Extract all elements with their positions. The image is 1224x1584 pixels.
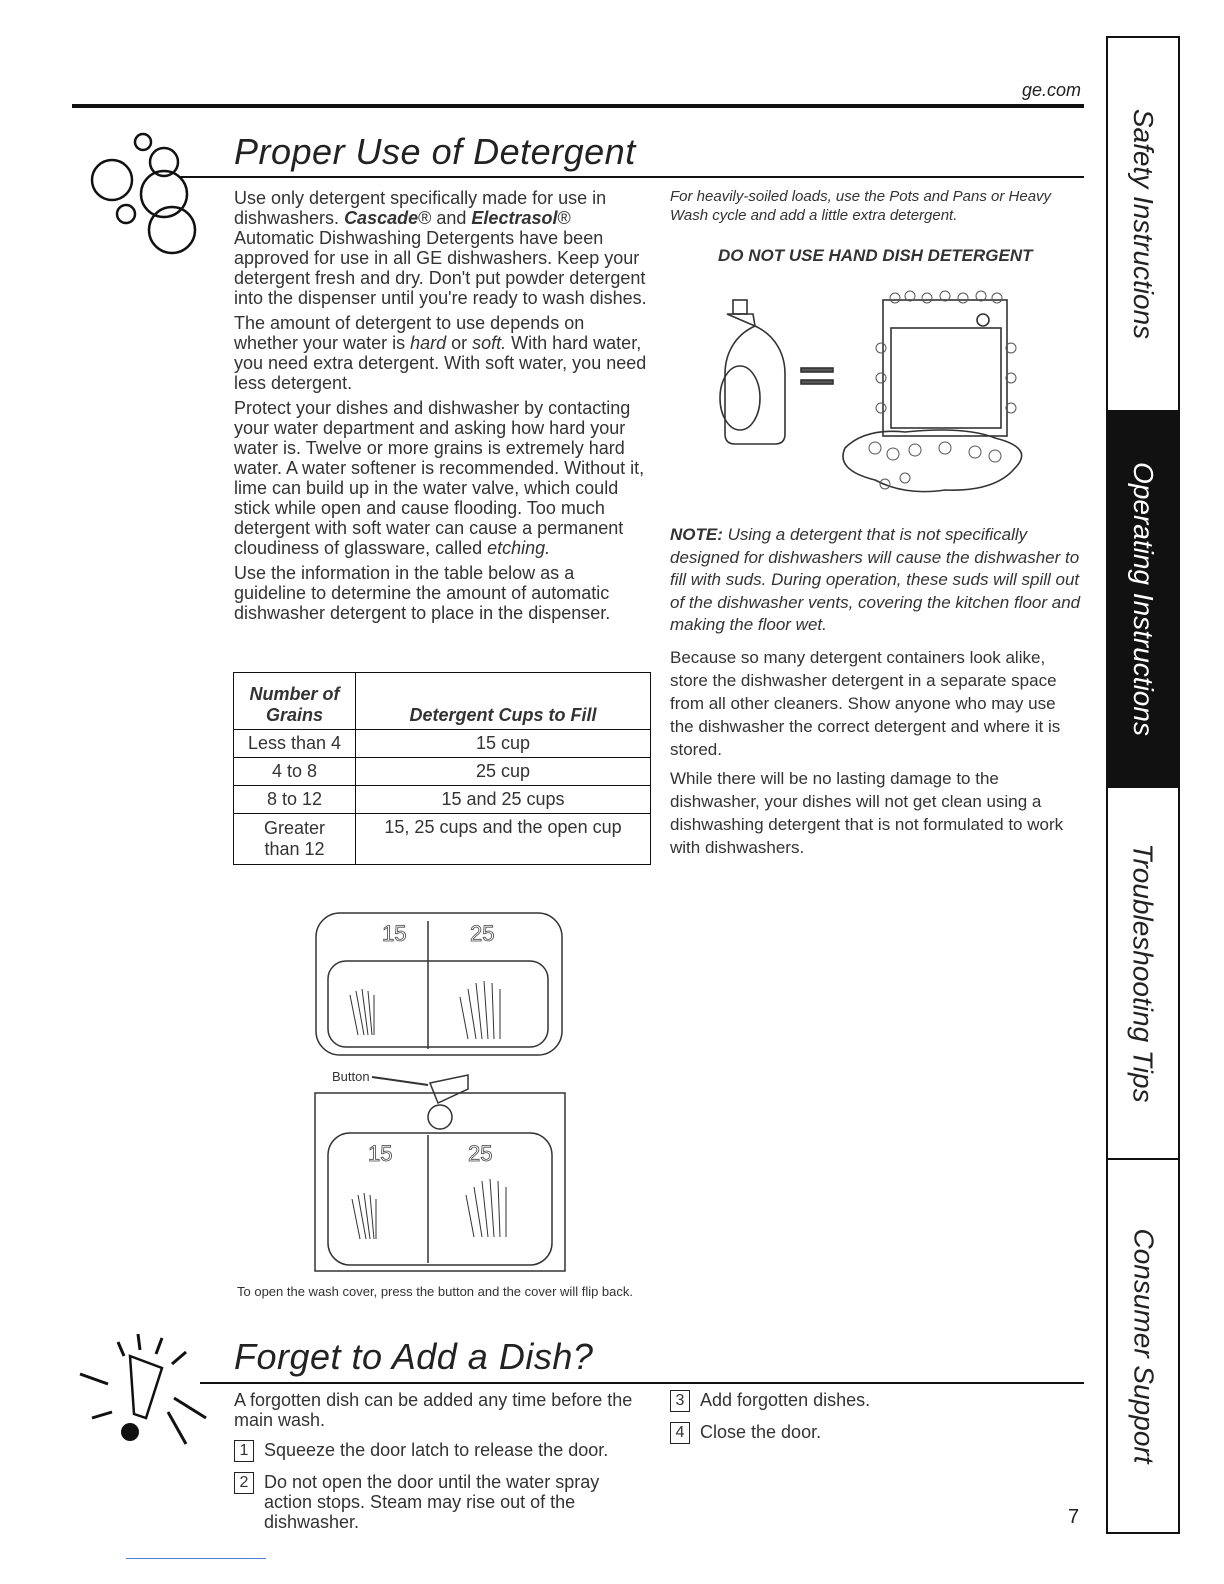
storage-advice: Because so many detergent containers look alike, store the dishwasher detergent in a separate space from all other cleaners. Show anyone who may use the dishwasher the correct detergent and where it is stored. (670, 648, 1061, 759)
step-number: 1 (234, 1440, 254, 1462)
dispenser-cup2-label: 25 (468, 1141, 493, 1166)
warning-exclamation-icon (78, 1332, 214, 1452)
tab-consumer-support[interactable] (1108, 1158, 1178, 1532)
section-tabs (1106, 36, 1180, 1534)
dispenser-cup1-label: 15 (382, 921, 407, 946)
step-3 (670, 1390, 1070, 1412)
tab-label: Operating Instructions (1128, 462, 1160, 736)
table-cell: 15 cup (356, 730, 651, 758)
table-cell: Less than 4 (234, 730, 356, 758)
heavy-load-tip: For heavily-soiled loads, use the Pots and Pans or Heavy Wash cycle and add a little extra detergent. (670, 188, 1052, 224)
detergent-paragraph: Use only detergent specifically made for use in dishwashers. Cascade® and Electrasol® Automatic Dishwashing Detergents have been approved for use in all GE dishwashers. Keep your detergent fresh and dry. Don't put powder detergent into the dispenser until you're ready to wash dishes. (234, 188, 647, 308)
site-url: ge.com (1021, 80, 1081, 100)
table-cell: 15 and 25 cups (356, 786, 651, 814)
detergent-paragraph: Protect your dishes and dishwasher by contacting your water department and asking how hard your water is. Twelve or more grains is extremely hard water. A water softener is recommended. Without it, lime can build up in the water valve, which could stick while open and cause flooding. Too much detergent with soft water can cause a permanent cloudiness of glassware, called etching. (234, 398, 645, 558)
step-text: Add forgotten dishes. (700, 1390, 871, 1410)
step-text: Do not open the door until the water spray action stops. Steam may rise out of the dishwasher. (264, 1472, 600, 1532)
step-text: Close the door. (700, 1422, 822, 1442)
section-rule (180, 176, 1084, 178)
step-text: Squeeze the door latch to release the door. (264, 1440, 609, 1460)
step-4 (670, 1422, 1070, 1444)
table-header: Number of Grains (234, 673, 356, 730)
section-title-forgotten-dish: Forget to Add a Dish? (234, 1336, 594, 1377)
note-body: Using a detergent that is not specifically designed for dishwashers will cause the dishwasher to fill with suds. During operation, these suds will spill out of the dishwasher vents, covering the kitchen floor and making the floor wet. (670, 525, 1081, 634)
bottom-link-line (126, 1558, 266, 1559)
table-row (234, 814, 651, 865)
table-cell: 15, 25 cups and the open cup (356, 814, 651, 865)
detergent-left-text (234, 188, 649, 628)
dispenser-cup2-label: 25 (470, 921, 495, 946)
dispenser-caption: To open the wash cover, press the button and the cover will flip back. (237, 1284, 634, 1299)
tab-label: Troubleshooting Tips (1128, 843, 1159, 1103)
table-cell: Greater than 12 (234, 814, 356, 865)
dispenser-cup1-label: 15 (368, 1141, 393, 1166)
tab-safety-instructions[interactable] (1108, 38, 1178, 410)
step-1 (234, 1440, 644, 1462)
forgotten-dish-intro: A forgotten dish can be added any time before the main wash. (234, 1390, 633, 1430)
table-cell: 4 to 8 (234, 758, 356, 786)
detergent-paragraph: Use the information in the table below as a guideline to determine the amount of automatic dishwasher detergent to place in the dispenser. (234, 563, 611, 623)
tab-troubleshooting-tips[interactable] (1108, 788, 1178, 1158)
table-header-row (234, 673, 651, 730)
table-header: Detergent Cups to Fill (356, 673, 651, 730)
section-title-detergent: Proper Use of Detergent (234, 131, 636, 172)
button-label: Button (332, 1069, 370, 1084)
grains-table (233, 672, 651, 865)
step-2 (234, 1472, 644, 1532)
tab-label: Consumer Support (1128, 1228, 1160, 1464)
table-row (234, 758, 651, 786)
note-label: NOTE: (670, 525, 723, 544)
table-cell: 25 cup (356, 758, 651, 786)
hand-detergent-warning: DO NOT USE HAND DISH DETERGENT (718, 246, 1033, 265)
step-number: 2 (234, 1472, 254, 1494)
top-rule (72, 104, 1084, 108)
note-text (670, 524, 1082, 637)
section2-rule (200, 1382, 1084, 1384)
dispenser-illustration (300, 905, 580, 1275)
hand-detergent-illustration (705, 288, 1025, 510)
table-cell: 8 to 12 (234, 786, 356, 814)
bubbles-icon (88, 130, 208, 260)
damage-advice: While there will be no lasting damage to the dishwasher, your dishes will not get clean using a dishwashing detergent that is not formulated to work with dishwashers. (670, 769, 1064, 857)
detergent-paragraph: The amount of detergent to use depends on whether your water is hard or soft. With hard water, you need extra detergent. With soft water, you need less detergent. (234, 313, 647, 393)
page-number: 7 (1068, 1506, 1080, 1528)
table-row (234, 730, 651, 758)
tab-label: Safety Instructions (1128, 108, 1159, 340)
tab-operating-instructions[interactable] (1108, 410, 1178, 788)
step-number: 3 (670, 1390, 690, 1412)
step-number: 4 (670, 1422, 690, 1444)
table-row (234, 786, 651, 814)
